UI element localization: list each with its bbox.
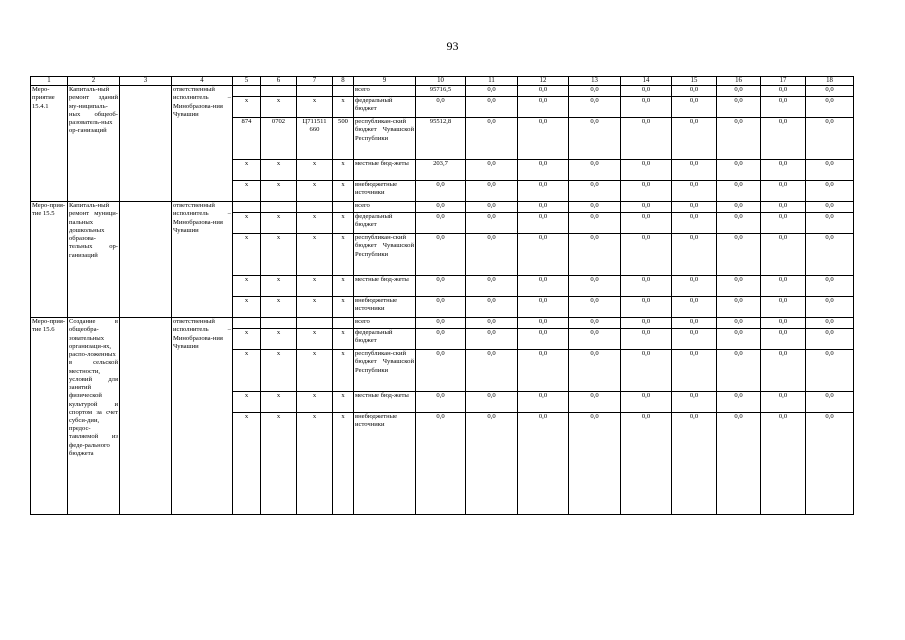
value-col13: 0,0 — [569, 350, 621, 392]
cell-col7: х — [297, 413, 333, 515]
cell-col5: х — [233, 234, 261, 276]
header-cell-9: 9 — [354, 77, 416, 86]
value-col15: 0,0 — [672, 392, 717, 413]
cell-col8: х — [333, 350, 354, 392]
value-col18: 0,0 — [806, 118, 854, 160]
measure-col3 — [120, 318, 172, 515]
funding-source: республикан-ский бюджет Чувашской Республики — [354, 350, 416, 392]
header-cell-17: 17 — [761, 77, 806, 86]
cell-col8: х — [333, 392, 354, 413]
header-cell-15: 15 — [672, 77, 717, 86]
value-col10: 0,0 — [416, 329, 466, 350]
cell-col6: х — [261, 413, 297, 515]
header-row — [31, 77, 854, 86]
value-col14: 0,0 — [621, 276, 672, 297]
value-col15: 0,0 — [672, 118, 717, 160]
cell-col7: х — [297, 213, 333, 234]
cell-col7: х — [297, 160, 333, 181]
cell-col7: х — [297, 350, 333, 392]
value-col13: 0,0 — [569, 276, 621, 297]
value-col17: 0,0 — [761, 97, 806, 118]
cell-col5: х — [233, 97, 261, 118]
value-col17: 0,0 — [761, 202, 806, 213]
value-col12: 0,0 — [518, 318, 569, 329]
value-col13: 0,0 — [569, 118, 621, 160]
value-col13: 0,0 — [569, 234, 621, 276]
table-body — [31, 86, 854, 515]
value-col18: 0,0 — [806, 160, 854, 181]
value-col17: 0,0 — [761, 392, 806, 413]
budget-table — [30, 76, 854, 515]
page-number: 93 — [446, 39, 459, 53]
cell-col5: х — [233, 276, 261, 297]
value-col15: 0,0 — [672, 181, 717, 202]
value-col16: 0,0 — [717, 329, 761, 350]
cell-col6: х — [261, 297, 297, 318]
header-cell-10: 10 — [416, 77, 466, 86]
table-row — [31, 318, 854, 329]
cell-col7: х — [297, 97, 333, 118]
value-col14: 0,0 — [621, 202, 672, 213]
value-col18: 0,0 — [806, 97, 854, 118]
cell-col6: 0702 — [261, 118, 297, 160]
value-col17: 0,0 — [761, 213, 806, 234]
value-col14: 0,0 — [621, 213, 672, 234]
cell-col5: х — [233, 160, 261, 181]
value-col10: 0,0 — [416, 213, 466, 234]
cell-col7: х — [297, 297, 333, 318]
value-col17: 0,0 — [761, 329, 806, 350]
header-cell-5: 5 — [233, 77, 261, 86]
value-col14: 0,0 — [621, 329, 672, 350]
header-cell-3: 3 — [120, 77, 172, 86]
cell-col8: х — [333, 97, 354, 118]
value-col13: 0,0 — [569, 392, 621, 413]
cell-col5 — [233, 86, 261, 97]
value-col17: 0,0 — [761, 350, 806, 392]
cell-col6: х — [261, 97, 297, 118]
cell-col6 — [261, 318, 297, 329]
value-col15: 0,0 — [672, 413, 717, 515]
cell-col8: х — [333, 160, 354, 181]
cell-col5: х — [233, 350, 261, 392]
cell-col5: х — [233, 329, 261, 350]
header-cell-11: 11 — [466, 77, 518, 86]
value-col13: 0,0 — [569, 97, 621, 118]
measure-name: Капиталь-ный ремонт зданий му-ниципаль-ных общеоб-разователь-ных ор-ганизаций — [68, 86, 120, 202]
funding-source: внебюджетные источники — [354, 181, 416, 202]
value-col15: 0,0 — [672, 97, 717, 118]
measure-col3 — [120, 202, 172, 318]
cell-col6: х — [261, 329, 297, 350]
value-col16: 0,0 — [717, 297, 761, 318]
value-col10: 95512,8 — [416, 118, 466, 160]
measure-responsible: ответственный исполнитель – Минобразова-ния Чувашии — [172, 318, 233, 515]
value-col17: 0,0 — [761, 413, 806, 515]
value-col11: 0,0 — [466, 213, 518, 234]
value-col12: 0,0 — [518, 329, 569, 350]
cell-col8: х — [333, 413, 354, 515]
cell-col8 — [333, 86, 354, 97]
value-col11: 0,0 — [466, 86, 518, 97]
cell-col8: х — [333, 329, 354, 350]
measure-code: Меро-прия-тие 15.6 — [31, 318, 68, 515]
value-col14: 0,0 — [621, 234, 672, 276]
value-col17: 0,0 — [761, 297, 806, 318]
value-col16: 0,0 — [717, 318, 761, 329]
value-col12: 0,0 — [518, 413, 569, 515]
value-col14: 0,0 — [621, 118, 672, 160]
cell-col6: х — [261, 276, 297, 297]
funding-source: федеральный бюджет — [354, 97, 416, 118]
value-col17: 0,0 — [761, 86, 806, 97]
funding-source: республикан-ский бюджет Чувашской Республики — [354, 118, 416, 160]
value-col15: 0,0 — [672, 86, 717, 97]
table-row — [31, 202, 854, 213]
value-col10: 0,0 — [416, 413, 466, 515]
cell-col5: 874 — [233, 118, 261, 160]
value-col18: 0,0 — [806, 213, 854, 234]
header-cell-1: 1 — [31, 77, 68, 86]
value-col11: 0,0 — [466, 234, 518, 276]
funding-source: всего — [354, 318, 416, 329]
cell-col5: х — [233, 297, 261, 318]
value-col16: 0,0 — [717, 97, 761, 118]
cell-col8: х — [333, 276, 354, 297]
value-col10: 0,0 — [416, 181, 466, 202]
value-col17: 0,0 — [761, 181, 806, 202]
header-cell-16: 16 — [717, 77, 761, 86]
value-col15: 0,0 — [672, 160, 717, 181]
cell-col6 — [261, 202, 297, 213]
value-col16: 0,0 — [717, 392, 761, 413]
cell-col7: х — [297, 276, 333, 297]
funding-source: местные бюд-жеты — [354, 276, 416, 297]
value-col14: 0,0 — [621, 392, 672, 413]
value-col18: 0,0 — [806, 413, 854, 515]
value-col15: 0,0 — [672, 350, 717, 392]
cell-col6 — [261, 86, 297, 97]
cell-col6: х — [261, 160, 297, 181]
value-col11: 0,0 — [466, 318, 518, 329]
value-col17: 0,0 — [761, 276, 806, 297]
cell-col5: х — [233, 413, 261, 515]
value-col16: 0,0 — [717, 160, 761, 181]
value-col11: 0,0 — [466, 181, 518, 202]
cell-col5: х — [233, 213, 261, 234]
header-cell-2: 2 — [68, 77, 120, 86]
value-col14: 0,0 — [621, 350, 672, 392]
funding-source: местные бюд-жеты — [354, 392, 416, 413]
cell-col8: х — [333, 213, 354, 234]
value-col14: 0,0 — [621, 86, 672, 97]
cell-col7: Ц711511 660 — [297, 118, 333, 160]
value-col11: 0,0 — [466, 297, 518, 318]
value-col16: 0,0 — [717, 350, 761, 392]
value-col14: 0,0 — [621, 181, 672, 202]
value-col15: 0,0 — [672, 234, 717, 276]
value-col14: 0,0 — [621, 97, 672, 118]
value-col12: 0,0 — [518, 86, 569, 97]
value-col10: 0,0 — [416, 202, 466, 213]
value-col13: 0,0 — [569, 413, 621, 515]
value-col10: 0,0 — [416, 297, 466, 318]
cell-col7: х — [297, 234, 333, 276]
value-col13: 0,0 — [569, 318, 621, 329]
value-col12: 0,0 — [518, 234, 569, 276]
value-col14: 0,0 — [621, 318, 672, 329]
value-col18: 0,0 — [806, 181, 854, 202]
header-cell-4: 4 — [172, 77, 233, 86]
value-col13: 0,0 — [569, 202, 621, 213]
value-col15: 0,0 — [672, 202, 717, 213]
header-cell-8: 8 — [333, 77, 354, 86]
value-col12: 0,0 — [518, 118, 569, 160]
value-col14: 0,0 — [621, 160, 672, 181]
cell-col7: х — [297, 181, 333, 202]
cell-col7 — [297, 86, 333, 97]
value-col11: 0,0 — [466, 160, 518, 181]
value-col13: 0,0 — [569, 213, 621, 234]
value-col10: 0,0 — [416, 350, 466, 392]
value-col16: 0,0 — [717, 413, 761, 515]
value-col16: 0,0 — [717, 181, 761, 202]
value-col16: 0,0 — [717, 86, 761, 97]
value-col18: 0,0 — [806, 297, 854, 318]
funding-source: внебюджетные источники — [354, 413, 416, 515]
value-col15: 0,0 — [672, 297, 717, 318]
cell-col8 — [333, 202, 354, 213]
measure-code: Меро-прия-тие 15.5 — [31, 202, 68, 318]
value-col15: 0,0 — [672, 329, 717, 350]
value-col12: 0,0 — [518, 202, 569, 213]
value-col16: 0,0 — [717, 213, 761, 234]
funding-source: всего — [354, 202, 416, 213]
value-col18: 0,0 — [806, 202, 854, 213]
cell-col7 — [297, 318, 333, 329]
value-col18: 0,0 — [806, 392, 854, 413]
value-col14: 0,0 — [621, 413, 672, 515]
value-col15: 0,0 — [672, 276, 717, 297]
funding-source: федеральный бюджет — [354, 213, 416, 234]
cell-col6: х — [261, 392, 297, 413]
value-col15: 0,0 — [672, 213, 717, 234]
value-col14: 0,0 — [621, 297, 672, 318]
measure-col3 — [120, 86, 172, 202]
measure-name: Создание в общеобра-зовательных организаци-ях, распо-ложенных в сельской местности, условий для занятий физической культурой и спортом за счет субси-дии, предос-тавляемой из феде-рального бюджета — [68, 318, 120, 515]
value-col11: 0,0 — [466, 202, 518, 213]
value-col11: 0,0 — [466, 413, 518, 515]
value-col18: 0,0 — [806, 234, 854, 276]
cell-col8: х — [333, 181, 354, 202]
header-cell-18: 18 — [806, 77, 854, 86]
value-col11: 0,0 — [466, 392, 518, 413]
value-col12: 0,0 — [518, 181, 569, 202]
value-col17: 0,0 — [761, 160, 806, 181]
value-col10: 0,0 — [416, 392, 466, 413]
value-col11: 0,0 — [466, 118, 518, 160]
cell-col7: х — [297, 329, 333, 350]
measure-responsible: ответственный исполнитель – Минобразова-ния Чувашии — [172, 86, 233, 202]
cell-col5 — [233, 318, 261, 329]
value-col12: 0,0 — [518, 160, 569, 181]
cell-col5: х — [233, 181, 261, 202]
value-col11: 0,0 — [466, 276, 518, 297]
value-col12: 0,0 — [518, 392, 569, 413]
value-col13: 0,0 — [569, 181, 621, 202]
value-col18: 0,0 — [806, 318, 854, 329]
funding-source: республикан-ский бюджет Чувашской Республики — [354, 234, 416, 276]
cell-col6: х — [261, 181, 297, 202]
value-col10: 0,0 — [416, 276, 466, 297]
value-col18: 0,0 — [806, 329, 854, 350]
value-col12: 0,0 — [518, 276, 569, 297]
measure-name: Капиталь-ный ремонт муници-пальных дошкольных образова-тельных ор-ганизаций — [68, 202, 120, 318]
value-col16: 0,0 — [717, 234, 761, 276]
table-row — [31, 86, 854, 97]
value-col18: 0,0 — [806, 276, 854, 297]
value-col18: 0,0 — [806, 350, 854, 392]
value-col12: 0,0 — [518, 297, 569, 318]
value-col10: 0,0 — [416, 97, 466, 118]
value-col17: 0,0 — [761, 234, 806, 276]
header-cell-12: 12 — [518, 77, 569, 86]
header-cell-7: 7 — [297, 77, 333, 86]
cell-col8: х — [333, 297, 354, 318]
value-col10: 0,0 — [416, 234, 466, 276]
measure-responsible: ответственный исполнитель – Минобразова-ния Чувашии — [172, 202, 233, 318]
cell-col5 — [233, 202, 261, 213]
value-col11: 0,0 — [466, 329, 518, 350]
cell-col6: х — [261, 213, 297, 234]
header-cell-6: 6 — [261, 77, 297, 86]
value-col10: 0,0 — [416, 318, 466, 329]
cell-col8 — [333, 318, 354, 329]
cell-col8: 500 — [333, 118, 354, 160]
value-col13: 0,0 — [569, 160, 621, 181]
value-col13: 0,0 — [569, 329, 621, 350]
cell-col6: х — [261, 234, 297, 276]
cell-col7: х — [297, 392, 333, 413]
value-col17: 0,0 — [761, 118, 806, 160]
value-col15: 0,0 — [672, 318, 717, 329]
measure-code: Меро-приятие 15.4.1 — [31, 86, 68, 202]
funding-source: местные бюд-жеты — [354, 160, 416, 181]
header-cell-13: 13 — [569, 77, 621, 86]
header-cell-14: 14 — [621, 77, 672, 86]
value-col16: 0,0 — [717, 276, 761, 297]
cell-col6: х — [261, 350, 297, 392]
funding-source: внебюджетные источники — [354, 297, 416, 318]
funding-source: федеральный бюджет — [354, 329, 416, 350]
cell-col7 — [297, 202, 333, 213]
value-col12: 0,0 — [518, 213, 569, 234]
value-col12: 0,0 — [518, 350, 569, 392]
value-col16: 0,0 — [717, 118, 761, 160]
cell-col5: х — [233, 392, 261, 413]
value-col11: 0,0 — [466, 97, 518, 118]
value-col11: 0,0 — [466, 350, 518, 392]
cell-col8: х — [333, 234, 354, 276]
value-col13: 0,0 — [569, 297, 621, 318]
value-col10: 203,7 — [416, 160, 466, 181]
value-col13: 0,0 — [569, 86, 621, 97]
funding-source: всего — [354, 86, 416, 97]
value-col16: 0,0 — [717, 202, 761, 213]
value-col18: 0,0 — [806, 86, 854, 97]
value-col17: 0,0 — [761, 318, 806, 329]
value-col10: 95716,5 — [416, 86, 466, 97]
value-col12: 0,0 — [518, 97, 569, 118]
